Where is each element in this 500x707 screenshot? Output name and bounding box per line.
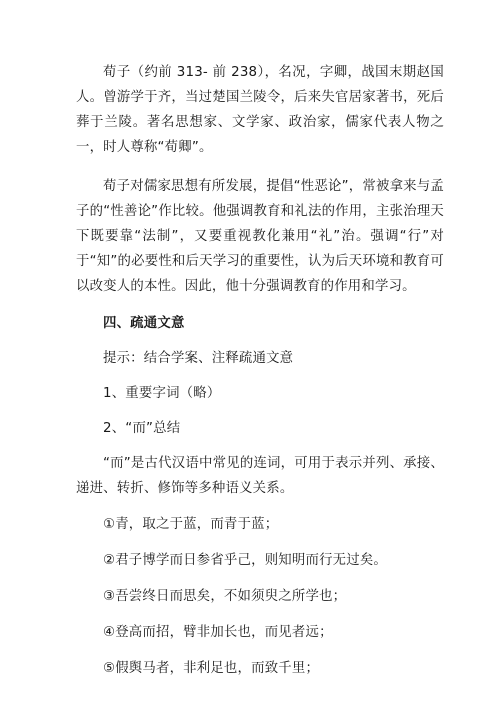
example-sentence: ①青，取之于蓝，而青于蓝； — [103, 517, 279, 532]
example-sentence: ②君子博学而日参省乎己，则知明而行无过矣。 — [103, 553, 388, 568]
example-sentence: ④登高而招，臂非加长也，而见者远； — [103, 625, 333, 640]
thought-paragraph: 荀子对儒家思想有所发展，提倡“性恶论”，常被拿来与孟子的“性善论”作比较。他强调教育和礼法的作用，主张治理天下既要靠“法制”，又要重视教化兼用“礼”治。强调“行”对于“知”的必要性和后天学习的重要性，认为后天环境和教育可以改变人的本性。因此，他十分强调教育的作用和学习。 — [76, 179, 444, 294]
example-sentence: ⑤假舆马者，非利足也，而致千里； — [103, 661, 320, 676]
hint-line: 提示：结合学案、注释疏通文意 — [103, 351, 294, 366]
er-explanation-paragraph: “而”是古代汉语中常见的连词，可用于表示并列、承接、递进、转折、修饰等多种语义关系。 — [76, 456, 444, 496]
example-sentence: ③吾尝终日而思矣，不如须臾之所学也； — [103, 589, 347, 604]
section-heading: 四、疏通文意 — [103, 316, 185, 331]
document-page — [76, 60, 444, 681]
list-item-er-summary: 2、“而”总结 — [103, 421, 181, 436]
list-item-vocabulary: 1、重要字词（略） — [103, 386, 221, 401]
intro-paragraph: 荀子（约前 313- 前 238），名况，字卿，战国末期赵国人。曾游学于齐，当过楚国兰陵令，后来失官居家著书，死后葬于兰陵。著名思想家、文学家、政治家，儒家代表人物之一，时人尊称“荀卿”。 — [76, 65, 444, 155]
